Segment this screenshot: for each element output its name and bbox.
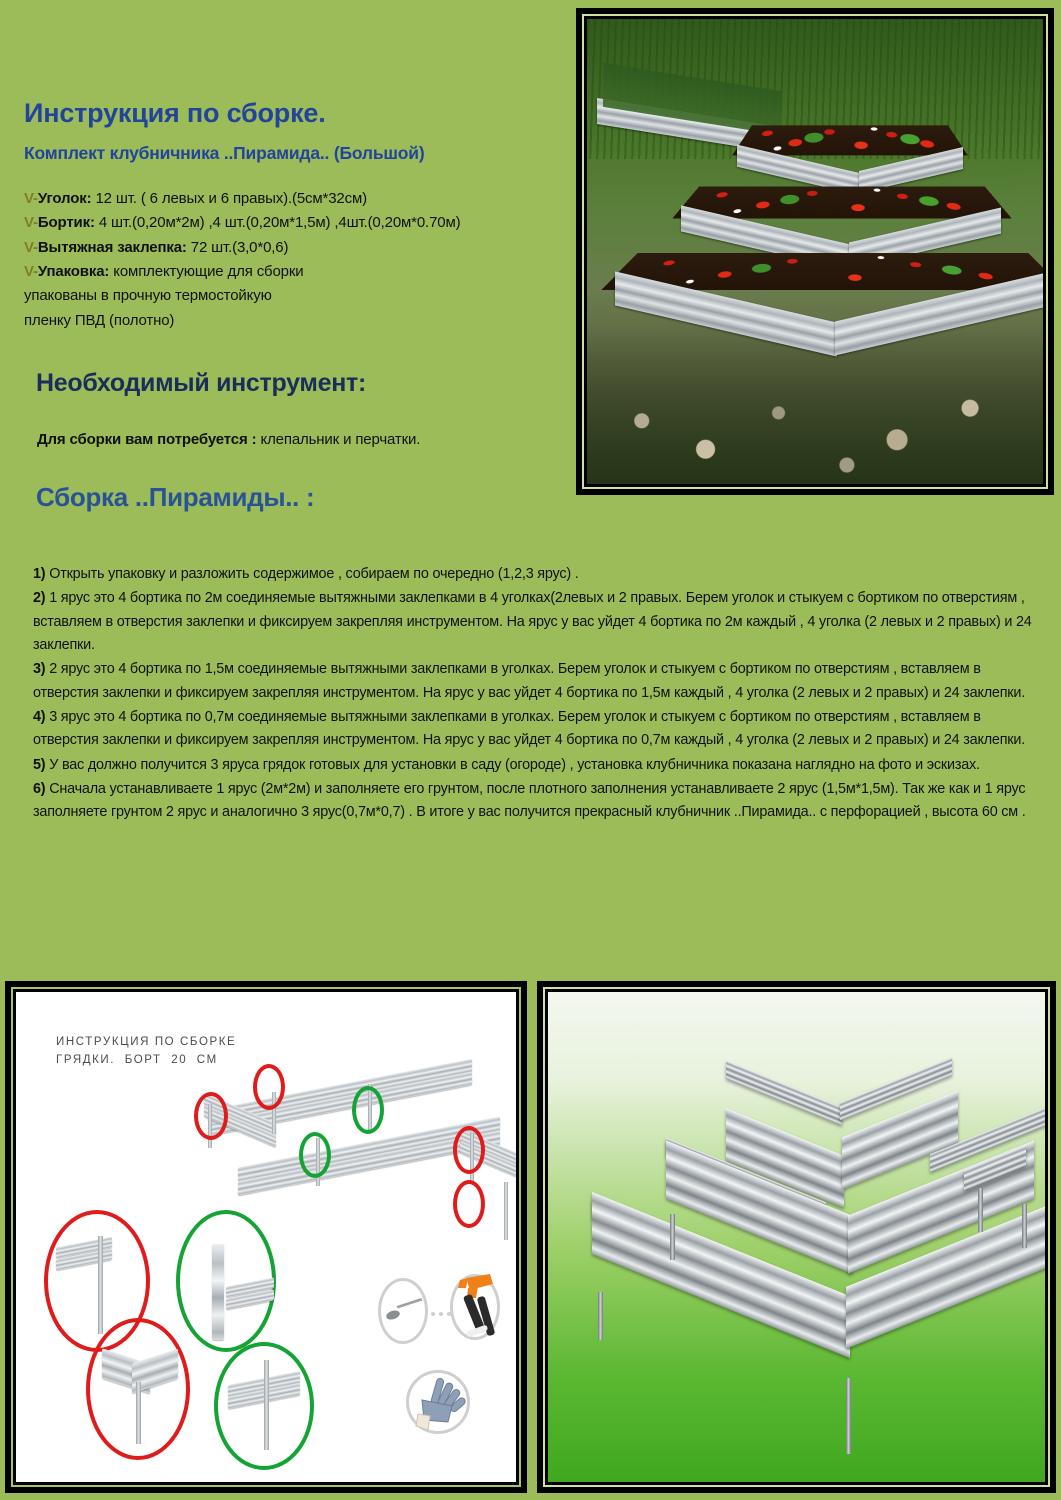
spec-item-upakovka [24,260,569,284]
assembly-step [33,563,1033,586]
photo-inner-border [582,14,1048,489]
gloves-icon [408,1376,470,1434]
marker-green-joint [299,1132,331,1178]
diagram-caption [56,1034,236,1070]
spec-item-bortik [24,211,569,235]
render-post [1022,1204,1027,1248]
tools-heading: Необходимый инструмент: [36,368,366,397]
page-subtitle: Комплект клубничника ..Пирамида.. (Большой) [24,143,425,164]
spec-label: Вытяжная заклепка: [37,238,187,256]
marker-red-corner [253,1064,285,1110]
v-marker: V- [24,214,38,232]
assembly-heading: Сборка ..Пирамиды.. : [36,481,315,512]
render-inner-border [543,987,1050,1487]
assembly-steps-list [33,563,1033,826]
diagram-caption-line-1: ИНСТРУКЦИЯ ПО СБОРКЕ [56,1036,237,1048]
diagram-frame [5,981,527,1493]
photo-frame [576,8,1054,495]
step-number: 2) [33,590,46,607]
spec-item-zaklepka [24,236,569,260]
riveter-tool-icon [446,1272,512,1346]
spec-continuation-line-1: упакованы в прочную термостойкую [24,287,272,305]
step-text: У вас должно получится 3 яруса грядок готовых для установки в саду (огороде) , установка клубничника показана наглядно на фото и эскизах. [45,756,980,773]
step-text: Сначала устанавливаете 1 ярус (2м*2м) и заполняете его грунтом, после плотного заполнения устанавливаете 2 ярус (1,5м*1,5м). Так же как и 1 ярус заполняете грунтом 2 ярус и аналогично 3 ярус(0,7м*0,7) . В итоге у вас получится прекрасный клубничник ..Пирамида.. с перфорацией , высота 60 см . [33,780,1026,821]
step-text: 2 ярус это 4 бортика по 1,5м соединяемые вытяжными заклепками в уголках. Берем уголок и стыкуем с бортиком по отверстиям , вставляем в отверстия заклепки и фиксируем закрепляя инструментом. На ярус у вас уйдет 4 бортика по 1,5м каждый , 4 уголка (2 левых и 2 правых) и 24 заклепки. [33,661,1026,701]
v-marker: V- [24,262,38,280]
render-post [978,1188,983,1232]
tools-requirement-line [37,431,569,448]
marker-green-joint [352,1086,384,1134]
v-marker: V- [24,190,38,208]
spec-label: Бортик: [37,214,95,232]
diagram-caption-line-2: ГРЯДКИ. БОРТ 20 СМ [56,1053,218,1066]
photo-strawberry-pyramid-bed [587,19,1043,484]
diagram-canvas [16,992,516,1482]
spec-continuation-line-2: пленку ПВД (полотно) [24,311,175,329]
assembly-step [33,754,1033,777]
marker-red-corner [194,1092,228,1140]
spec-item-ugolok [24,187,569,211]
spec-value: 4 шт.(0,20м*2м) ,4 шт.(0,20м*1,5м) ,4шт.(0,20м*0.70м) [94,214,461,232]
3d-render-pyramid-bed [548,992,1045,1482]
step-number: 3) [33,661,46,678]
rivet-icon [384,1298,428,1324]
spec-value: 72 шт.(3,0*0,6) [186,238,289,256]
tools-requirement-value: клепальник и перчатки. [256,430,421,448]
render-canvas [548,992,1045,1482]
spec-label: Упаковка: [37,262,110,280]
spec-value: 12 шт. ( 6 левых и 6 правых).(5см*32см) [91,190,367,208]
page-title: Инструкция по сборке. [24,98,326,128]
render-post [598,1292,603,1340]
step-text: Открыть упаковку и разложить содержимое , собираем по очередно (1,2,3 ярус) . [45,566,579,582]
marker-red-corner [453,1180,485,1228]
diagram-inner-border [11,987,521,1487]
step-number: 5) [33,756,46,773]
assembly-step [33,706,1033,753]
assembly-step [33,778,1033,825]
render-post [846,1378,851,1454]
render-post [670,1214,675,1260]
photo-tier-1 [615,231,1043,371]
step-text: 1 ярус это 4 бортика по 2м соединяемые вытяжными заклепками в 4 уголках(2левых и 2 правых. Берем уголок и стыкуем с бортиком по отверстиям , вставляем в отверстия заклепки и фиксируем закрепляя инструментом. На ярус у вас уйдет 4 бортика по 2м каждый , 4 уголка (2 левых и 2 правых) и 24 заклепки. [33,590,1032,653]
step-number: 6) [33,780,46,797]
assembly-diagram [16,992,516,1482]
marker-red-corner [453,1126,485,1174]
assembly-step [33,587,1033,657]
step-text: 3 ярус это 4 бортика по 0,7м соединяемые вытяжными заклепками в уголках. Берем уголок и стыкуем с бортиком по отверстиям , вставляем в отверстия заклепки и фиксируем закрепляя инструментом. На ярус у вас уйдет 4 бортика по 0,7м каждый , 4 уголка (2 левых и 2 правых) и 24 заклепки. [33,708,1026,749]
v-marker: V- [24,238,38,256]
step-number: 4) [33,708,46,725]
step-number: 1) [33,566,46,582]
assembly-step [33,658,1033,705]
intro-text-column [24,98,569,513]
tools-requirement-label: Для сборки вам потребуется : [37,430,257,448]
diagram-leg [504,1182,508,1240]
spec-value: комплектующие для сборки [109,262,304,280]
spec-label: Уголок: [37,190,92,208]
render-frame [537,981,1056,1493]
